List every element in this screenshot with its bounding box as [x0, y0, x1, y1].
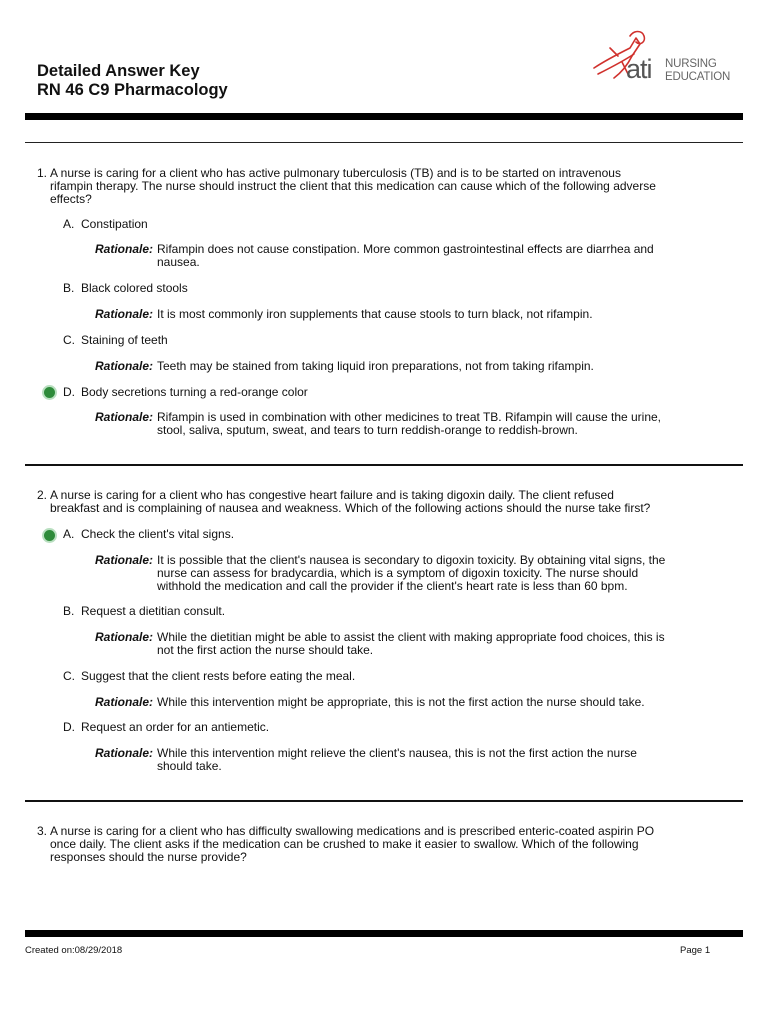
rationale-text: While the dietitian might be able to assist the client with making appropriate food choices, this is not the first action the nurse should take.: [157, 630, 665, 657]
question-divider: [25, 464, 743, 466]
option-text: Request an order for an antiemetic.: [81, 720, 270, 734]
rationale-text: While this intervention might relieve the client's nausea, this is not the first action the nurse should take.: [157, 746, 637, 773]
rationale-text: Teeth may be stained from taking liquid iron preparations, not from taking rifampin.: [157, 359, 594, 373]
document-title-line2: RN 46 C9 Pharmacology: [37, 81, 228, 99]
rationale-text: Rifampin is used in combination with other medicines to treat TB. Rifampin will cause the urine, stool, saliva, sputum, sweat, and tears to turn reddish-orange to reddish-brown.: [157, 410, 662, 437]
option-letter: A.: [63, 217, 75, 231]
question-text: A nurse is caring for a client who has congestive heart failure and is taking digoxin daily. The client refused: [50, 488, 614, 502]
document-title-line1: Detailed Answer Key: [37, 62, 200, 80]
question-divider: [25, 800, 743, 802]
question-2: [37, 489, 717, 515]
question-text: once daily. The client asks if the medication can be crushed to make it easier to swallow. Which of the following: [50, 837, 639, 851]
footer-rule: [25, 930, 743, 937]
question-text: A nurse is caring for a client who has difficulty swallowing medications and is prescribed enteric-coated aspirin PO: [50, 824, 655, 838]
question-3: [37, 825, 717, 864]
question-number: 3.: [37, 824, 48, 838]
question-text: responses should the nurse provide?: [50, 850, 247, 864]
svg-text:ati: ati: [626, 54, 652, 84]
question-text: effects?: [50, 192, 92, 206]
option-letter: C.: [63, 333, 75, 347]
option-text: Staining of teeth: [81, 333, 168, 347]
option-text: Check the client's vital signs.: [81, 527, 235, 541]
option-text: Suggest that the client rests before eating the meal.: [81, 669, 356, 683]
option-letter: D.: [63, 385, 75, 399]
option-letter: B.: [63, 281, 75, 295]
question-text: breakfast and is complaining of nausea and weakness. Which of the following actions should the nurse take first?: [50, 501, 651, 515]
page-number: Page 1: [680, 945, 711, 956]
q1-a-rationale: [95, 243, 695, 269]
rationale-label: Rationale:: [95, 307, 154, 321]
question-number: 1.: [37, 166, 48, 180]
q1-option-c: [63, 334, 168, 347]
created-date: Created on:08/29/2018: [25, 945, 123, 956]
rationale-text: While this intervention might be appropriate, this is not the first action the nurse should take.: [157, 695, 645, 709]
rationale-text: It is possible that the client's nausea is secondary to digoxin toxicity. By obtaining vital signs, the nurse can assess for bradycardia, which is a symptom of digoxin toxicity. The nurse should withhold the medication and call the provider if the client's heart rate is less than 60 bpm.: [157, 553, 666, 593]
q2-a-rationale: [95, 554, 695, 593]
q2-option-b: [63, 605, 225, 618]
header-thin-rule: [25, 142, 743, 143]
correct-answer-icon: [42, 385, 57, 400]
rationale-label: Rationale:: [95, 553, 154, 567]
header-rule: [25, 113, 743, 120]
rationale-label: Rationale:: [95, 695, 154, 709]
q2-option-a: [63, 528, 234, 541]
option-letter: A.: [63, 527, 75, 541]
q1-b-rationale: [95, 308, 695, 321]
q2-d-rationale: [95, 747, 695, 773]
logo-word-education: EDUCATION: [665, 71, 731, 83]
rationale-label: Rationale:: [95, 410, 154, 424]
rationale-label: Rationale:: [95, 242, 154, 256]
q1-option-a: [63, 218, 148, 231]
q2-option-c: [63, 670, 355, 683]
q1-option-d: [63, 386, 308, 399]
logo-wordmark: [665, 58, 730, 84]
rationale-label: Rationale:: [95, 746, 154, 760]
document-title: [37, 62, 228, 100]
rationale-text: Rifampin does not cause constipation. More common gastrointestinal effects are diarrhea and nausea.: [157, 242, 654, 269]
q1-c-rationale: [95, 360, 695, 373]
rationale-label: Rationale:: [95, 359, 154, 373]
correct-answer-icon: [42, 528, 57, 543]
question-number: 2.: [37, 488, 48, 502]
option-letter: B.: [63, 604, 75, 618]
q2-c-rationale: [95, 696, 695, 709]
option-text: Body secretions turning a red-orange color: [81, 385, 308, 399]
q1-option-b: [63, 282, 188, 295]
q1-d-rationale: [95, 411, 695, 437]
rationale-text: It is most commonly iron supplements that cause stools to turn black, not rifampin.: [157, 307, 593, 321]
option-text: Request a dietitian consult.: [81, 604, 226, 618]
option-letter: D.: [63, 720, 75, 734]
option-text: Black colored stools: [81, 281, 188, 295]
q2-option-d: [63, 721, 269, 734]
question-1: [37, 167, 717, 206]
question-text: A nurse is caring for a client who has active pulmonary tuberculosis (TB) and is to be started on intravenous: [50, 166, 621, 180]
q2-b-rationale: [95, 631, 695, 657]
option-text: Constipation: [81, 217, 148, 231]
option-letter: C.: [63, 669, 75, 683]
logo-word-nursing: NURSING: [665, 58, 717, 70]
question-text: rifampin therapy. The nurse should instruct the client that this medication can cause which of the following adverse: [50, 179, 656, 193]
rationale-label: Rationale:: [95, 630, 154, 644]
